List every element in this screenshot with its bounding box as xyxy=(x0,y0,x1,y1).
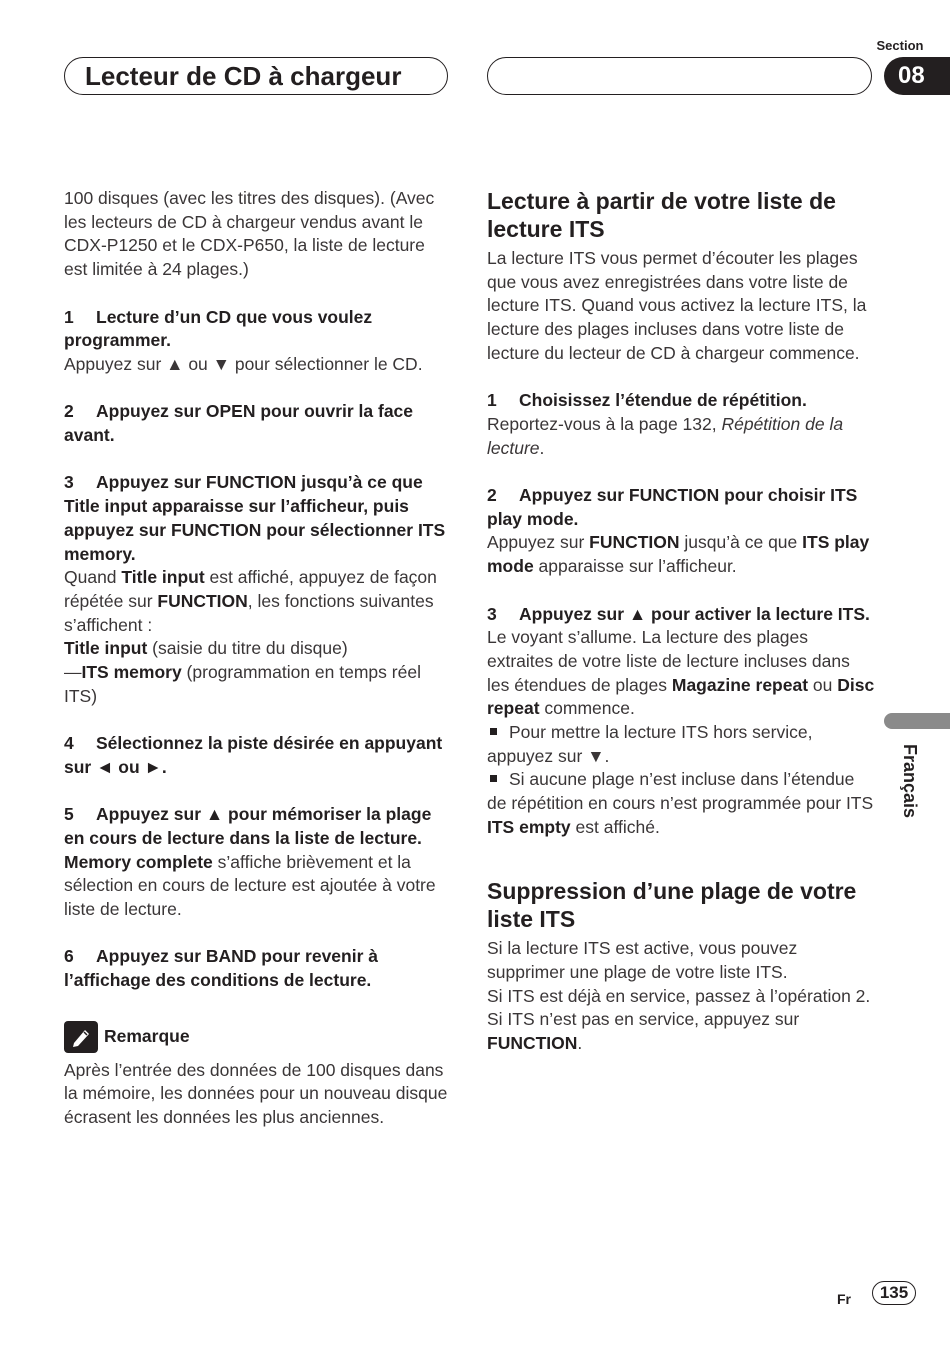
step-number: 3 xyxy=(64,472,74,493)
header-empty-box xyxy=(487,57,872,95)
step-number: 6 xyxy=(64,946,74,967)
step-3-title xyxy=(64,471,452,566)
text-run: commence. xyxy=(539,698,635,719)
text-run: . xyxy=(577,1033,583,1054)
step-1-title xyxy=(64,306,452,353)
r-step-1-body xyxy=(487,413,877,460)
step-4-title xyxy=(64,732,452,779)
step-text: Choisissez l’étendue de répétition. xyxy=(519,390,807,411)
note-title: Remarque xyxy=(104,1025,190,1046)
bullet-item xyxy=(487,721,877,768)
step-3-body xyxy=(64,566,452,637)
step-text: Appuyez sur FUNCTION pour choisir ITS play mode. xyxy=(487,485,858,529)
r-step-2-title xyxy=(487,484,877,531)
step-number: 5 xyxy=(64,804,74,825)
bold-term: Title input xyxy=(121,567,205,588)
text-run: Le voyant s’allume. La lecture des plages extraites de votre liste de lecture incluses dans les étendues de plages xyxy=(487,627,850,695)
bold-term: FUNCTION xyxy=(487,1033,578,1054)
square-bullet-icon xyxy=(490,775,497,782)
text-run: (programmation en temps réel ITS) xyxy=(64,662,421,706)
text-run: . xyxy=(539,437,545,458)
text-run: est affiché. xyxy=(570,816,660,837)
language-label: Français xyxy=(900,744,920,819)
text-run: Quand xyxy=(64,567,122,588)
text-run: jusqu’à ce que xyxy=(679,532,803,553)
step-2-title xyxy=(64,400,452,447)
text-run: ou xyxy=(808,674,838,695)
step-text: Appuyez sur BAND pour revenir à l’affichage des conditions de lecture. xyxy=(64,946,378,991)
step-number: 2 xyxy=(64,401,74,422)
step-6-title xyxy=(64,945,452,992)
right-column xyxy=(487,187,877,1056)
bold-term: Memory complete xyxy=(64,851,213,872)
step-text: Lecture d’un CD que vous voulez programmer. xyxy=(64,306,373,351)
step-number: 4 xyxy=(64,733,74,754)
section-number-tab: 08 xyxy=(884,57,950,95)
bold-term: ITS memory xyxy=(81,662,182,683)
step-number: 1 xyxy=(487,390,497,411)
bullet-text: Si aucune plage n’est incluse dans l’étendue de répétition en cours n’est programmée pour ITS xyxy=(487,769,874,814)
page-reference: Répétition de la lecture xyxy=(487,413,844,458)
step-text: Appuyez sur FUNCTION jusqu’à ce que Title input apparaisse sur l’afficheur, puis appuyez sur FUNCTION pour sélectionner ITS memory. xyxy=(64,472,446,564)
bullet-item xyxy=(487,768,877,839)
text-run: Si ITS est déjà en service, passez à l’opération 2. Si ITS n’est pas en service, appuyez sur xyxy=(487,985,871,1030)
bullet-text: Pour mettre la lecture ITS hors service, appuyez sur ▼. xyxy=(487,722,813,766)
bold-term: Title input xyxy=(64,638,148,659)
footer-language: Fr xyxy=(837,1291,851,1307)
step-number: 3 xyxy=(487,603,497,624)
section-label: Section xyxy=(876,38,924,53)
bold-term: FUNCTION xyxy=(589,532,680,553)
page-title: Lecteur de CD à chargeur xyxy=(64,57,448,95)
pencil-note-icon xyxy=(64,1021,98,1053)
bold-term: Disc repeat xyxy=(487,674,875,719)
note-heading xyxy=(64,1021,452,1053)
step-1-body: Appuyez sur ▲ ou ▼ pour sélectionner le CD. xyxy=(64,353,423,374)
text-run: apparaisse sur l’afficheur. xyxy=(533,556,737,577)
note-body: Après l’entrée des données de 100 disques dans la mémoire, les données pour un nouveau disque écrasent les données les plus anciennes. xyxy=(64,1059,448,1127)
step-3-option-2 xyxy=(64,661,452,708)
bold-term: ITS play mode xyxy=(487,532,870,577)
step-3-option-1 xyxy=(64,637,452,661)
square-bullet-icon xyxy=(490,728,497,735)
text-run: Reportez-vous à la page 132, xyxy=(487,413,722,434)
step-text: Appuyez sur ▲ pour mémoriser la plage en cours de lecture dans la liste de lecture. xyxy=(64,804,432,848)
heading-delete-track: Suppression d’une plage de votre liste ITS xyxy=(487,878,857,933)
left-column xyxy=(64,187,452,1130)
r-step-2-body xyxy=(487,531,877,578)
step-5-title xyxy=(64,803,452,850)
r-step-1-title xyxy=(487,389,877,413)
text-run: s’affiche brièvement et la sélection en cours de lecture est ajoutée à votre liste de lecture. xyxy=(64,851,436,920)
step-text: Appuyez sur ▲ pour activer la lecture ITS. xyxy=(519,603,870,624)
bold-term: FUNCTION xyxy=(157,590,248,611)
delete-paragraph-2 xyxy=(487,985,877,1056)
bold-term: Magazine repeat xyxy=(671,674,809,695)
its-intro-paragraph: La lecture ITS vous permet d’écouter les plages que vous avez enregistrées dans votre liste de lecture ITS. Quand vous activez la lecture ITS, la lecture des plages incluses dans votre liste de lecture du lecteur de CD à chargeur commence. xyxy=(487,248,867,363)
bold-term: ITS empty xyxy=(487,816,571,837)
step-text: Sélectionnez la piste désirée en appuyant sur ◄ ou ►. xyxy=(64,733,443,777)
text-run: , les fonctions suivantes s’affichent : xyxy=(64,590,434,635)
step-text: Appuyez sur OPEN pour ouvrir la face avant. xyxy=(64,401,414,445)
delete-paragraph-1: Si la lecture ITS est active, vous pouvez supprimer une plage de votre liste ITS. xyxy=(487,938,798,982)
step-number: 1 xyxy=(64,306,74,327)
heading-its-playback: Lecture à partir de votre liste de lecture ITS xyxy=(487,188,836,242)
r-step-3-body xyxy=(487,626,877,721)
r-step-3-title xyxy=(487,603,877,627)
text-run: est affiché, appuyez de façon répétée sur xyxy=(64,567,437,611)
page-number: 135 xyxy=(872,1281,916,1305)
intro-paragraph: 100 disques (avec les titres des disques). (Avec les lecteurs de CD à chargeur vendus avant le CDX-P1250 et le CDX-P650, la liste de lecture est limitée à 24 plages.) xyxy=(64,188,435,280)
text-run: Appuyez sur xyxy=(487,532,590,553)
step-number: 2 xyxy=(487,485,497,505)
language-tab-marker xyxy=(884,713,950,729)
text-run: — xyxy=(64,662,82,683)
step-5-body xyxy=(64,851,452,922)
text-run: (saisie du titre du disque) xyxy=(147,638,348,659)
